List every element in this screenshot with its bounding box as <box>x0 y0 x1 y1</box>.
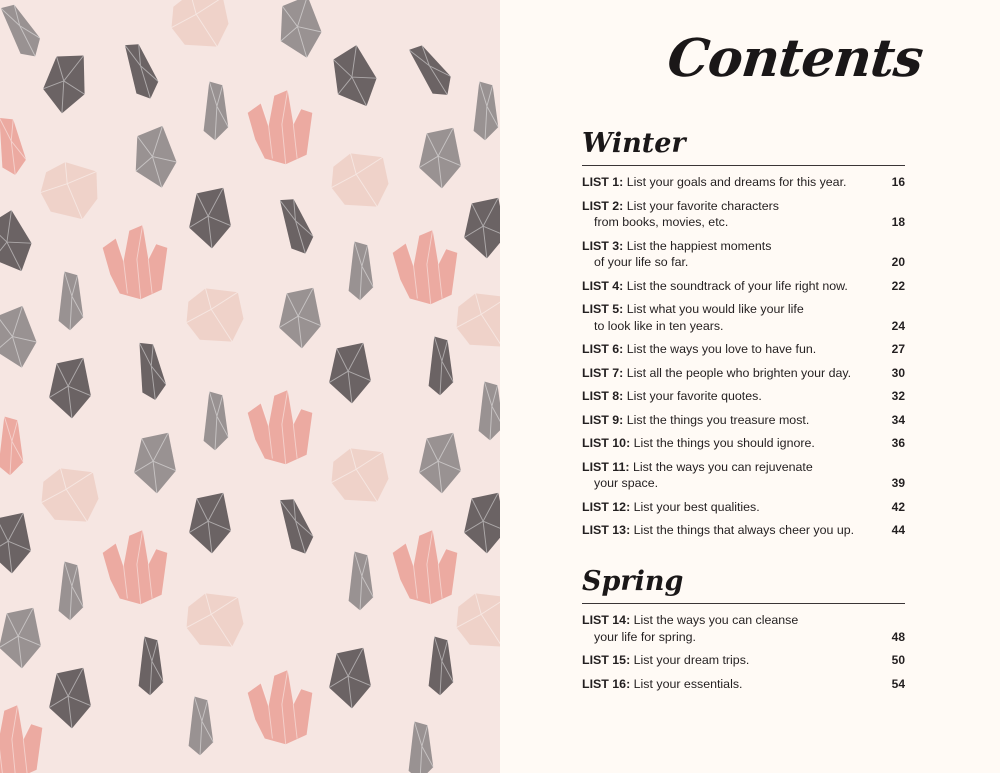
crystal-illustration <box>248 90 313 164</box>
crystal-illustration <box>134 340 169 402</box>
toc-entry-text <box>582 435 883 452</box>
crystal-illustration <box>134 433 176 494</box>
crystal-illustration <box>37 159 102 221</box>
crystal-illustration <box>332 153 389 206</box>
toc-entry-continuation: to look like in ten years. <box>594 318 724 333</box>
winter-list <box>582 174 905 546</box>
toc-entry <box>582 612 905 645</box>
spring-list <box>582 612 905 699</box>
toc-entry-title: List what you would like your life <box>626 302 804 316</box>
crystal-illustration <box>0 608 41 669</box>
crystal-illustration <box>404 39 458 101</box>
toc-entry-title: List your favorite characters <box>626 198 779 213</box>
toc-entry-text <box>582 676 883 693</box>
toc-page-number: 42 <box>891 499 905 514</box>
toc-page-number: 24 <box>891 318 905 333</box>
crystal-illustration <box>329 343 371 404</box>
crystal-illustration <box>49 668 91 729</box>
crystal-illustration <box>332 448 389 501</box>
crystal-illustration <box>349 552 374 611</box>
crystal-illustration <box>189 697 214 756</box>
toc-page-number: 22 <box>891 278 905 293</box>
crystal-illustration <box>189 188 231 249</box>
toc-entry <box>582 301 905 334</box>
crystal-illustration <box>324 42 384 113</box>
toc-entry-text <box>582 499 883 516</box>
toc-entry-label: LIST 6: <box>582 342 624 356</box>
toc-entry-title: List the ways you love to have fun. <box>626 342 817 356</box>
crystal-illustration <box>103 530 168 604</box>
toc-entry-label: LIST 10: <box>582 436 631 450</box>
toc-entry <box>582 174 905 191</box>
toc-entry-label: LIST 5: <box>582 302 624 316</box>
toc-entry-title: List the things you should ignore. <box>633 436 815 450</box>
crystal-illustration <box>274 0 326 62</box>
toc-entry-label: LIST 9: <box>582 412 624 427</box>
toc-page-number: 50 <box>891 653 905 667</box>
crystal-illustration <box>349 242 374 301</box>
toc-entry <box>582 388 905 405</box>
toc-page-number: 16 <box>891 175 905 189</box>
toc-entry <box>582 412 905 429</box>
toc-entry-label: LIST 3: <box>582 238 624 253</box>
crystal-illustration <box>393 530 458 604</box>
crystal-illustration <box>39 50 91 117</box>
crystal-illustration <box>120 39 163 103</box>
crystal-illustration <box>429 337 454 396</box>
section-title-winter: Winter <box>582 128 686 159</box>
crystal-illustration <box>429 637 454 696</box>
toc-entry-label: LIST 8: <box>582 389 624 403</box>
toc-page-number: 44 <box>891 523 905 537</box>
toc-entry-label: LIST 4: <box>582 278 624 293</box>
toc-entry-title: List your favorite quotes. <box>626 389 762 403</box>
crystal-illustration <box>59 562 84 621</box>
contents-title: Contents <box>664 28 926 89</box>
toc-entry <box>582 198 905 231</box>
crystal-illustration <box>42 468 99 521</box>
toc-entry <box>582 676 905 693</box>
toc-entry <box>582 278 905 295</box>
crystal-illustration <box>0 0 47 62</box>
crystal-illustration <box>187 593 244 646</box>
section-divider <box>582 165 905 166</box>
crystal-illustration <box>187 288 244 341</box>
toc-entry <box>582 341 905 358</box>
toc-entry-title: List the ways you can rejuvenate <box>632 459 813 474</box>
crystal-illustration <box>419 433 461 494</box>
toc-entry-label: LIST 15: <box>582 653 631 667</box>
toc-entry-title: List the things that always cheer you up. <box>633 523 855 537</box>
section-title-spring: Spring <box>582 566 684 597</box>
crystal-illustration <box>275 494 318 558</box>
toc-entry-continuation: of your life so far. <box>594 255 689 269</box>
toc-entry-text <box>582 238 883 271</box>
toc-entry-title: List your goals and dreams for this year. <box>626 175 847 189</box>
crystal-illustration <box>275 194 318 258</box>
toc-entry-label: LIST 2: <box>582 198 624 213</box>
toc-entry-title: List the things you treasure most. <box>626 412 810 427</box>
toc-entry-continuation: your life for spring. <box>594 629 696 644</box>
toc-entry-text <box>582 365 883 382</box>
crystal-illustration <box>419 128 461 189</box>
toc-entry-title: List your best qualities. <box>633 499 760 514</box>
toc-entry-label: LIST 7: <box>582 365 624 380</box>
crystal-illustration <box>329 648 371 709</box>
toc-entry <box>582 522 905 539</box>
toc-entry-text <box>582 341 883 358</box>
crystal-illustration <box>393 230 458 304</box>
crystal-illustration <box>49 358 91 419</box>
toc-entry-label: LIST 14: <box>582 613 631 627</box>
toc-entry-label: LIST 16: <box>582 676 631 691</box>
toc-entry-label: LIST 12: <box>582 499 631 514</box>
toc-entry-label: LIST 1: <box>582 175 624 189</box>
toc-page-number: 27 <box>891 342 905 356</box>
toc-entry-text <box>582 412 883 429</box>
toc-entry-title: List the happiest moments <box>626 238 772 253</box>
crystal-illustration <box>479 382 500 441</box>
toc-entry-title: List your essentials. <box>633 676 743 691</box>
crystal-illustration <box>279 288 321 349</box>
toc-entry-text <box>582 174 883 191</box>
section-divider <box>582 603 905 604</box>
crystal-illustration <box>248 670 313 744</box>
toc-entry-title: List the ways you can cleanse <box>633 613 799 627</box>
toc-page-number: 39 <box>891 476 905 490</box>
toc-entry-text <box>582 278 883 295</box>
toc-page-number: 18 <box>891 215 905 229</box>
toc-entry-text <box>582 388 883 405</box>
crystal-illustration <box>0 513 31 574</box>
toc-page-number: 48 <box>891 629 905 644</box>
toc-entry-title: List the soundtrack of your life right now. <box>626 278 848 293</box>
toc-page-number: 32 <box>891 389 905 403</box>
toc-page-number: 30 <box>891 365 905 380</box>
crystal-illustration <box>0 417 23 476</box>
crystal-illustration <box>0 207 39 278</box>
toc-entry-continuation: your space. <box>594 476 659 490</box>
toc-page-number: 36 <box>891 436 905 450</box>
toc-entry-continuation: from books, movies, etc. <box>594 215 729 229</box>
crystal-illustration <box>172 0 229 47</box>
toc-page-number: 54 <box>891 676 905 691</box>
toc-entry <box>582 459 905 492</box>
toc-entry-label: LIST 11: <box>582 459 630 474</box>
contents-page <box>500 0 1000 773</box>
crystal-illustration <box>474 82 499 141</box>
toc-entry <box>582 499 905 516</box>
toc-entry-title: List all the people who brighten your day. <box>626 365 852 380</box>
toc-entry-label: LIST 13: <box>582 523 631 537</box>
crystal-illustration <box>204 82 229 141</box>
toc-entry-text <box>582 301 883 334</box>
crystal-illustration <box>0 705 42 773</box>
toc-entry <box>582 435 905 452</box>
crystal-illustration <box>204 392 229 451</box>
toc-entry <box>582 238 905 271</box>
crystal-illustration <box>457 593 501 646</box>
crystal-illustration <box>189 493 231 554</box>
crystal-illustration <box>409 722 434 773</box>
crystal-illustration <box>139 637 164 696</box>
toc-entry-text <box>582 612 883 645</box>
toc-entry-text <box>582 652 883 669</box>
toc-entry <box>582 652 905 669</box>
crystal-illustration <box>464 198 500 259</box>
toc-entry <box>582 365 905 382</box>
crystal-illustration <box>0 305 41 372</box>
toc-entry-title: List your dream trips. <box>633 653 750 667</box>
crystal-illustration <box>464 493 500 554</box>
toc-page-number: 34 <box>891 412 905 427</box>
crystal-illustration <box>59 272 84 331</box>
toc-page-number: 20 <box>891 255 905 269</box>
crystal-illustration <box>103 225 168 299</box>
crystal-illustration <box>0 115 28 177</box>
toc-entry-text <box>582 522 883 539</box>
toc-entry-text <box>582 459 883 492</box>
crystal-illustration <box>129 125 181 192</box>
toc-entry-text <box>582 198 883 231</box>
crystal-illustration <box>457 293 501 346</box>
crystal-illustration <box>248 390 313 464</box>
